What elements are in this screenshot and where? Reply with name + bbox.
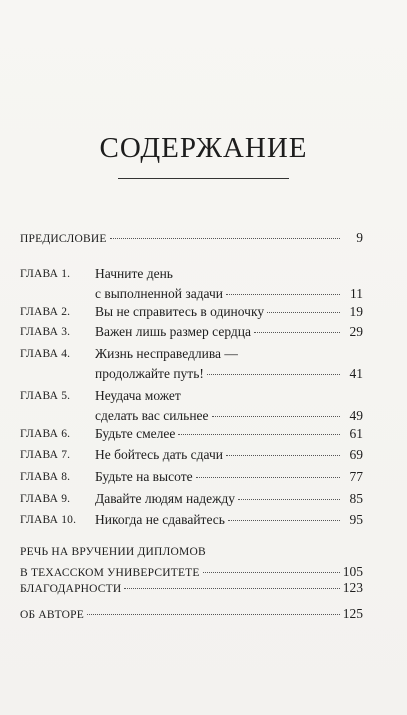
toc-page-number: 41 xyxy=(349,366,363,381)
leader-dots xyxy=(238,499,340,500)
title-underline xyxy=(118,178,289,179)
chapter-title: Никогда не сдавайтесь xyxy=(95,512,225,527)
toc-page-number: 123 xyxy=(342,580,363,595)
toc-entry-chapter-8 xyxy=(20,467,363,487)
leader-dots xyxy=(228,520,340,521)
toc-entry-chapter-6 xyxy=(20,424,363,444)
toc-page-number: 29 xyxy=(349,324,363,339)
toc-page-number: 19 xyxy=(349,304,363,319)
toc-page-number: 11 xyxy=(350,286,363,301)
chapter-title-line2: с выполненной задачи xyxy=(95,286,224,301)
chapter-number: ГЛАВА 6. xyxy=(20,428,71,440)
toc-page-number: 49 xyxy=(349,408,363,423)
toc-page-number: 69 xyxy=(349,447,363,462)
chapter-number: ГЛАВА 10. xyxy=(20,514,77,526)
toc-entry-chapter-3 xyxy=(20,322,363,342)
toc-entry-chapter-7 xyxy=(20,445,363,465)
chapter-number: ГЛАВА 1. xyxy=(20,268,71,280)
toc-page-number: 9 xyxy=(356,230,363,245)
leader-dots xyxy=(87,614,340,615)
chapter-number: ГЛАВА 7. xyxy=(20,449,71,461)
leader-dots xyxy=(226,294,340,295)
chapter-title: Вы не справитесь в одиночку xyxy=(95,304,265,319)
chapter-title-line1: Неудача может xyxy=(95,388,181,403)
page-title: СОДЕРЖАНИЕ xyxy=(99,132,308,164)
chapter-title: Будьте на высоте xyxy=(95,469,193,484)
chapter-number: ГЛАВА 3. xyxy=(20,326,71,338)
toc-entry-speech xyxy=(20,542,363,583)
chapter-number: ГЛАВА 9. xyxy=(20,493,71,505)
leader-dots xyxy=(203,572,340,573)
toc-page-number: 61 xyxy=(349,426,363,441)
toc-entry-about xyxy=(20,604,363,625)
chapter-title: Будьте смелее xyxy=(95,426,176,441)
chapter-title: Давайте людям надежду xyxy=(95,491,236,506)
toc-page-number: 85 xyxy=(349,491,363,506)
toc-page-number: 77 xyxy=(349,469,363,484)
chapter-number: ГЛАВА 8. xyxy=(20,471,71,483)
leader-dots xyxy=(267,312,340,313)
chapter-number: ГЛАВА 4. xyxy=(20,348,71,360)
toc-entry-thanks xyxy=(20,578,363,599)
toc-label: ПРЕДИСЛОВИЕ xyxy=(20,233,107,245)
toc-entry-preface xyxy=(20,228,363,249)
toc-label: ОБ АВТОРЕ xyxy=(20,609,85,621)
chapter-number: ГЛАВА 5. xyxy=(20,390,71,402)
chapter-title-line2: сделать вас сильнее xyxy=(95,408,209,423)
toc-entry-chapter-5 xyxy=(20,386,363,426)
leader-dots xyxy=(254,332,340,333)
toc-page-number: 105 xyxy=(342,564,363,579)
chapter-number: ГЛАВА 2. xyxy=(20,306,71,318)
leader-dots xyxy=(226,455,340,456)
toc-page-number: 125 xyxy=(342,606,363,621)
toc-entry-chapter-10 xyxy=(20,510,363,530)
leader-dots xyxy=(207,374,340,375)
leader-dots xyxy=(178,434,340,435)
leader-dots xyxy=(110,238,340,239)
toc-entry-chapter-1 xyxy=(20,264,363,304)
chapter-title-line1: Жизнь несправедлива — xyxy=(95,346,238,361)
chapter-title-line2: продолжайте путь! xyxy=(95,366,204,381)
chapter-title: Не бойтесь дать сдачи xyxy=(95,447,223,462)
toc-label: БЛАГОДАРНОСТИ xyxy=(20,583,122,595)
toc-page-number: 95 xyxy=(349,512,363,527)
leader-dots xyxy=(124,588,339,589)
leader-dots xyxy=(212,416,340,417)
toc-entry-chapter-9 xyxy=(20,489,363,509)
leader-dots xyxy=(196,477,340,478)
chapter-title: Важен лишь размер сердца xyxy=(95,324,251,339)
toc-label-line1: РЕЧЬ НА ВРУЧЕНИИ ДИПЛОМОВ xyxy=(20,546,206,558)
chapter-title-line1: Начните день xyxy=(95,266,173,281)
toc-entry-chapter-2 xyxy=(20,302,363,322)
toc-label-line2: В ТЕХАССКОМ УНИВЕРСИТЕТЕ xyxy=(20,567,200,579)
toc-entry-chapter-4 xyxy=(20,344,363,384)
